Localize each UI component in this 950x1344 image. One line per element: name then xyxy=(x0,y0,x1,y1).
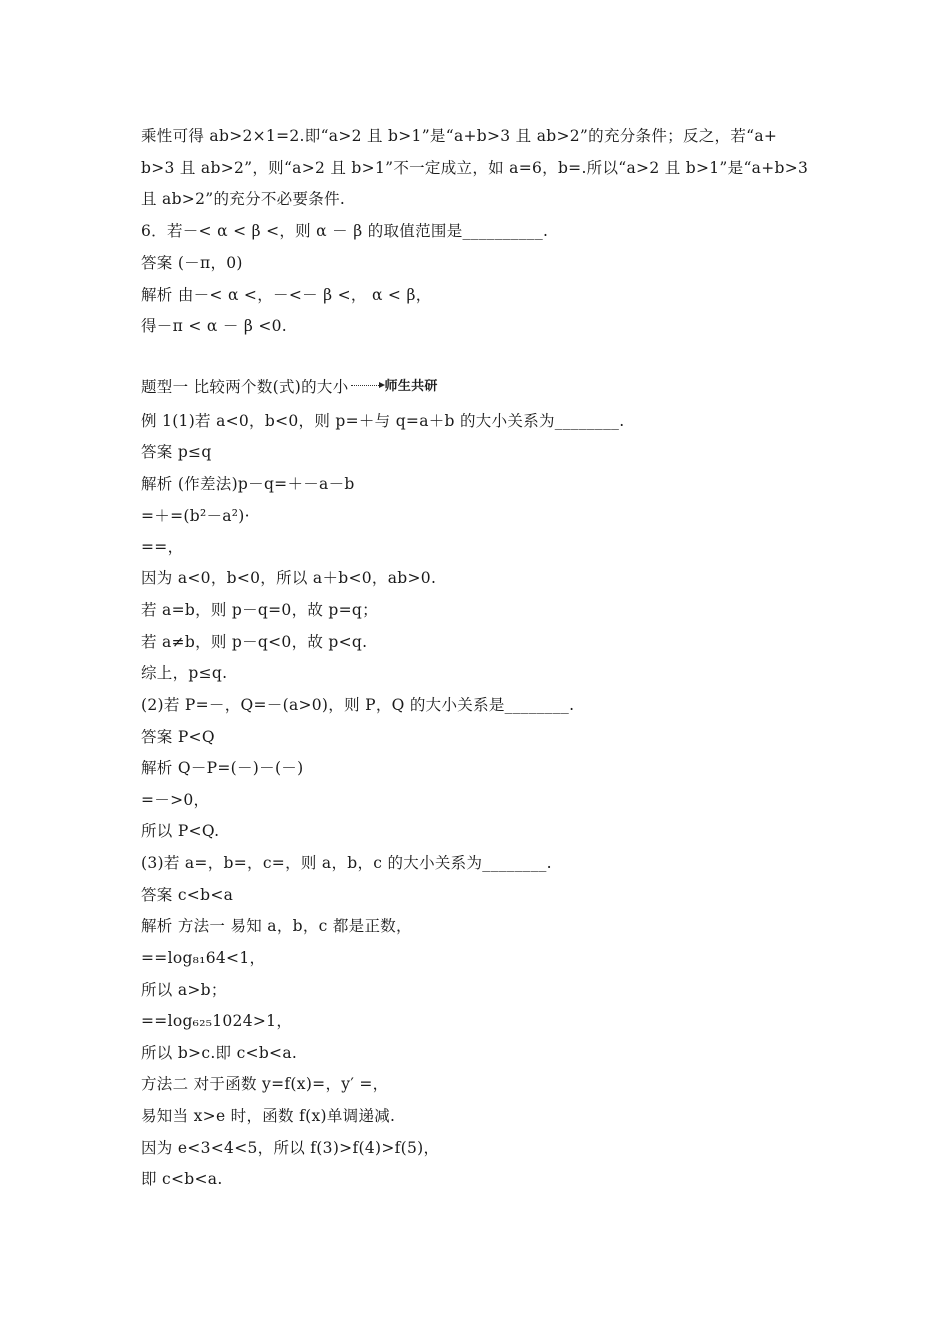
text-line: 所以 b>c.即 c<b<a. xyxy=(141,1044,298,1062)
text-line: 方法二 对于函数 y=f(x)=，y′ =， xyxy=(141,1075,389,1093)
text-line: ==log₈₁64<1， xyxy=(141,949,266,967)
section-title: 题型一 比较两个数(式)的大小 xyxy=(141,378,349,396)
text-line: 得－π < α － β <0. xyxy=(141,317,288,335)
text-line: 且 ab>2”的充分不必要条件. xyxy=(141,190,346,208)
arrow-icon xyxy=(351,385,383,387)
text-line: ==， xyxy=(141,538,184,556)
text-line: 若 a=b，则 p－q=0，故 p=q； xyxy=(141,601,378,619)
answer-line: 答案 p≤q xyxy=(141,443,212,461)
text-line: ==log₆₂₅1024>1， xyxy=(141,1012,293,1030)
example-1-part-1: 例 1(1)若 a<0，b<0，则 p=＋与 q=a＋b 的大小关系为________. xyxy=(141,412,625,430)
text-line: 因为 a<0，b<0，所以 a＋b<0，ab>0. xyxy=(141,569,437,587)
question-6: 6．若－< α < β <，则 α － β 的取值范围是__________. xyxy=(141,222,549,240)
section-tag: 师生共研 xyxy=(384,379,438,394)
text-line: =－>0， xyxy=(141,791,210,809)
text-line: 即 c<b<a. xyxy=(141,1170,223,1188)
section-heading xyxy=(141,376,841,398)
text-line: b>3 且 ab>2”，则“a>2 且 b>1”不一定成立，如 a=6，b=.所以“a>2 且 b>1”是“a+b>3 xyxy=(141,159,809,177)
text-line: 因为 e<3<4<5，所以 f(3)>f(4)>f(5)， xyxy=(141,1139,440,1157)
text-line: 乘性可得 ab>2×1=2.即“a>2 且 b>1”是“a+b>3 且 ab>2”的充分条件；反之，若“a+ xyxy=(141,127,778,145)
answer-line: 答案 c<b<a xyxy=(141,886,234,904)
text-line: =＋=(b²－a²)· xyxy=(141,507,250,525)
text-line: 所以 P<Q. xyxy=(141,822,220,840)
analysis-line: 解析 Q－P=(－)－(－) xyxy=(141,759,304,777)
example-1-part-2: (2)若 P=－，Q=－(a>0)，则 P，Q 的大小关系是________. xyxy=(141,696,575,714)
text-line: 综上，p≤q. xyxy=(141,664,228,682)
analysis-line: 解析 (作差法)p－q=＋－a－b xyxy=(141,475,355,493)
text-line: 所以 a>b； xyxy=(141,981,227,999)
text-line: 易知当 x>e 时，函数 f(x)单调递减. xyxy=(141,1107,396,1125)
answer-line: 答案 (－π，0) xyxy=(141,254,243,272)
analysis-line: 解析 由－< α <，－<－ β <， α < β， xyxy=(141,286,432,304)
example-1-part-3: (3)若 a=，b=，c=，则 a，b，c 的大小关系为________. xyxy=(141,854,552,872)
analysis-line: 解析 方法一 易知 a，b，c 都是正数， xyxy=(141,917,412,935)
answer-line: 答案 P<Q xyxy=(141,728,215,746)
text-line: 若 a≠b，则 p－q<0，故 p<q. xyxy=(141,633,368,651)
